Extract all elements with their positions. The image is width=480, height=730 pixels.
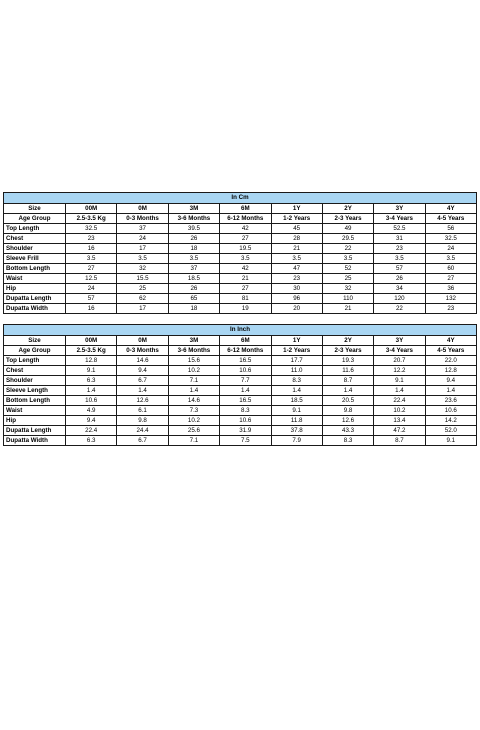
measurement-value: 27 bbox=[220, 234, 271, 244]
measurement-value: 21 bbox=[220, 274, 271, 284]
age-group-cell: 3-4 Years bbox=[374, 214, 425, 224]
measurement-value: 11.0 bbox=[271, 366, 322, 376]
measurement-value: 32 bbox=[322, 284, 373, 294]
measurement-value: 9.1 bbox=[271, 406, 322, 416]
measurement-value: 22 bbox=[322, 244, 373, 254]
age-group-cell: 2.5-3.5 Kg bbox=[66, 214, 117, 224]
measurement-value: 25 bbox=[322, 274, 373, 284]
measurement-value: 29.5 bbox=[322, 234, 373, 244]
measurement-value: 52.0 bbox=[425, 426, 476, 436]
size-label: Size bbox=[4, 204, 66, 214]
measurement-value: 9.4 bbox=[117, 366, 168, 376]
measurement-value: 14.6 bbox=[168, 396, 219, 406]
measurement-value: 23 bbox=[374, 244, 425, 254]
table-row bbox=[4, 386, 477, 396]
measurement-value: 8.3 bbox=[271, 376, 322, 386]
measurement-value: 9.1 bbox=[425, 436, 476, 446]
measurement-value: 37 bbox=[168, 264, 219, 274]
measurement-label: Dupatta Width bbox=[4, 304, 66, 314]
table-row bbox=[4, 244, 477, 254]
measurement-value: 62 bbox=[117, 294, 168, 304]
table-title-row bbox=[4, 325, 477, 336]
measurement-value: 3.5 bbox=[168, 254, 219, 264]
measurement-value: 17 bbox=[117, 304, 168, 314]
measurement-value: 12.8 bbox=[66, 356, 117, 366]
measurement-value: 7.1 bbox=[168, 436, 219, 446]
measurement-label: Chest bbox=[4, 234, 66, 244]
measurement-value: 23 bbox=[425, 304, 476, 314]
table-row bbox=[4, 264, 477, 274]
measurement-label: Top Length bbox=[4, 224, 66, 234]
size-header-cell: 00M bbox=[66, 336, 117, 346]
measurement-value: 26 bbox=[168, 234, 219, 244]
measurement-value: 25 bbox=[117, 284, 168, 294]
measurement-value: 22.4 bbox=[374, 396, 425, 406]
measurement-value: 7.5 bbox=[220, 436, 271, 446]
measurement-value: 6.7 bbox=[117, 376, 168, 386]
measurement-value: 60 bbox=[425, 264, 476, 274]
table-row bbox=[4, 294, 477, 304]
measurement-value: 23 bbox=[66, 234, 117, 244]
measurement-label: Hip bbox=[4, 416, 66, 426]
measurement-label: Waist bbox=[4, 274, 66, 284]
measurement-value: 17 bbox=[117, 244, 168, 254]
measurement-value: 11.8 bbox=[271, 416, 322, 426]
size-chart-inch-table bbox=[3, 324, 477, 446]
age-group-row bbox=[4, 346, 477, 356]
size-header-row bbox=[4, 336, 477, 346]
measurement-value: 18.5 bbox=[271, 396, 322, 406]
measurement-value: 16.5 bbox=[220, 396, 271, 406]
measurement-value: 3.5 bbox=[66, 254, 117, 264]
measurement-value: 81 bbox=[220, 294, 271, 304]
measurement-value: 7.9 bbox=[271, 436, 322, 446]
measurement-value: 8.3 bbox=[322, 436, 373, 446]
age-group-cell: 3-6 Months bbox=[168, 214, 219, 224]
measurement-value: 1.4 bbox=[271, 386, 322, 396]
measurement-value: 6.3 bbox=[66, 436, 117, 446]
measurement-value: 3.5 bbox=[374, 254, 425, 264]
measurement-value: 9.1 bbox=[374, 376, 425, 386]
measurement-value: 6.1 bbox=[117, 406, 168, 416]
table-row bbox=[4, 436, 477, 446]
measurement-value: 18 bbox=[168, 244, 219, 254]
measurement-value: 18.5 bbox=[168, 274, 219, 284]
measurement-value: 10.6 bbox=[220, 366, 271, 376]
measurement-value: 21 bbox=[322, 304, 373, 314]
measurement-label: Bottom Length bbox=[4, 264, 66, 274]
measurement-value: 12.2 bbox=[374, 366, 425, 376]
measurement-value: 24 bbox=[425, 244, 476, 254]
measurement-value: 34 bbox=[374, 284, 425, 294]
measurement-value: 132 bbox=[425, 294, 476, 304]
measurement-value: 26 bbox=[374, 274, 425, 284]
measurement-value: 42 bbox=[220, 264, 271, 274]
table-row bbox=[4, 274, 477, 284]
age-group-cell: 1-2 Years bbox=[271, 346, 322, 356]
table-title: In Inch bbox=[4, 325, 477, 336]
measurement-value: 15.6 bbox=[168, 356, 219, 366]
measurement-value: 1.4 bbox=[374, 386, 425, 396]
measurement-value: 23 bbox=[271, 274, 322, 284]
size-header-cell: 3Y bbox=[374, 336, 425, 346]
measurement-label: Waist bbox=[4, 406, 66, 416]
age-group-cell: 3-4 Years bbox=[374, 346, 425, 356]
size-header-cell: 6M bbox=[220, 204, 271, 214]
measurement-value: 37 bbox=[117, 224, 168, 234]
measurement-value: 3.5 bbox=[322, 254, 373, 264]
age-group-cell: 4-5 Years bbox=[425, 214, 476, 224]
measurement-label: Sleeve Frill bbox=[4, 254, 66, 264]
table-row bbox=[4, 254, 477, 264]
measurement-value: 1.4 bbox=[168, 386, 219, 396]
measurement-label: Dupatta Length bbox=[4, 294, 66, 304]
measurement-value: 11.6 bbox=[322, 366, 373, 376]
measurement-value: 13.4 bbox=[374, 416, 425, 426]
measurement-value: 10.6 bbox=[425, 406, 476, 416]
measurement-value: 47 bbox=[271, 264, 322, 274]
measurement-value: 10.6 bbox=[220, 416, 271, 426]
measurement-value: 16.5 bbox=[220, 356, 271, 366]
measurement-value: 15.5 bbox=[117, 274, 168, 284]
table-row bbox=[4, 416, 477, 426]
measurement-label: Shoulder bbox=[4, 244, 66, 254]
measurement-value: 7.1 bbox=[168, 376, 219, 386]
measurement-value: 49 bbox=[322, 224, 373, 234]
measurement-value: 1.4 bbox=[117, 386, 168, 396]
size-header-cell: 00M bbox=[66, 204, 117, 214]
measurement-value: 12.8 bbox=[425, 366, 476, 376]
measurement-label: Sleeve Length bbox=[4, 386, 66, 396]
measurement-value: 3.5 bbox=[117, 254, 168, 264]
measurement-value: 23.6 bbox=[425, 396, 476, 406]
measurement-value: 14.2 bbox=[425, 416, 476, 426]
measurement-value: 31.9 bbox=[220, 426, 271, 436]
measurement-value: 96 bbox=[271, 294, 322, 304]
measurement-value: 110 bbox=[322, 294, 373, 304]
size-header-cell: 3M bbox=[168, 336, 219, 346]
age-group-row bbox=[4, 214, 477, 224]
measurement-value: 22.4 bbox=[66, 426, 117, 436]
age-group-cell: 0-3 Months bbox=[117, 346, 168, 356]
measurement-value: 32.5 bbox=[425, 234, 476, 244]
measurement-value: 28 bbox=[271, 234, 322, 244]
measurement-value: 20.7 bbox=[374, 356, 425, 366]
measurement-value: 120 bbox=[374, 294, 425, 304]
measurement-value: 24 bbox=[117, 234, 168, 244]
measurement-value: 22 bbox=[374, 304, 425, 314]
table-row bbox=[4, 356, 477, 366]
measurement-value: 10.2 bbox=[374, 406, 425, 416]
measurement-value: 18 bbox=[168, 304, 219, 314]
age-group-label: Age Group bbox=[4, 214, 66, 224]
measurement-value: 57 bbox=[374, 264, 425, 274]
measurement-value: 4.9 bbox=[66, 406, 117, 416]
size-header-cell: 6M bbox=[220, 336, 271, 346]
measurement-value: 16 bbox=[66, 304, 117, 314]
measurement-value: 52.5 bbox=[374, 224, 425, 234]
measurement-value: 27 bbox=[66, 264, 117, 274]
measurement-value: 27 bbox=[425, 274, 476, 284]
age-group-cell: 2.5-3.5 Kg bbox=[66, 346, 117, 356]
age-group-cell: 2-3 Years bbox=[322, 346, 373, 356]
size-header-cell: 3M bbox=[168, 204, 219, 214]
size-header-cell: 1Y bbox=[271, 336, 322, 346]
measurement-value: 12.6 bbox=[117, 396, 168, 406]
measurement-label: Top Length bbox=[4, 356, 66, 366]
size-header-cell: 4Y bbox=[425, 336, 476, 346]
measurement-value: 32 bbox=[117, 264, 168, 274]
age-group-cell: 0-3 Months bbox=[117, 214, 168, 224]
measurement-value: 36 bbox=[425, 284, 476, 294]
measurement-value: 45 bbox=[271, 224, 322, 234]
measurement-label: Shoulder bbox=[4, 376, 66, 386]
size-header-cell: 0M bbox=[117, 204, 168, 214]
measurement-value: 20.5 bbox=[322, 396, 373, 406]
table-row bbox=[4, 426, 477, 436]
age-group-label: Age Group bbox=[4, 346, 66, 356]
measurement-value: 10.6 bbox=[66, 396, 117, 406]
table-row bbox=[4, 396, 477, 406]
measurement-value: 32.5 bbox=[66, 224, 117, 234]
table-row bbox=[4, 304, 477, 314]
table-title: In Cm bbox=[4, 193, 477, 204]
measurement-label: Chest bbox=[4, 366, 66, 376]
measurement-value: 19.3 bbox=[322, 356, 373, 366]
measurement-value: 9.1 bbox=[66, 366, 117, 376]
measurement-value: 43.3 bbox=[322, 426, 373, 436]
table-row bbox=[4, 224, 477, 234]
size-header-cell: 3Y bbox=[374, 204, 425, 214]
measurement-value: 30 bbox=[271, 284, 322, 294]
measurement-value: 24.4 bbox=[117, 426, 168, 436]
measurement-value: 3.5 bbox=[220, 254, 271, 264]
measurement-value: 10.2 bbox=[168, 366, 219, 376]
size-header-cell: 4Y bbox=[425, 204, 476, 214]
measurement-value: 20 bbox=[271, 304, 322, 314]
measurement-label: Hip bbox=[4, 284, 66, 294]
measurement-value: 52 bbox=[322, 264, 373, 274]
size-header-row bbox=[4, 204, 477, 214]
measurement-value: 9.4 bbox=[66, 416, 117, 426]
measurement-value: 1.4 bbox=[425, 386, 476, 396]
measurement-label: Dupatta Width bbox=[4, 436, 66, 446]
measurement-value: 42 bbox=[220, 224, 271, 234]
age-group-cell: 4-5 Years bbox=[425, 346, 476, 356]
measurement-value: 56 bbox=[425, 224, 476, 234]
table-row bbox=[4, 284, 477, 294]
measurement-value: 12.6 bbox=[322, 416, 373, 426]
measurement-value: 24 bbox=[66, 284, 117, 294]
measurement-value: 37.8 bbox=[271, 426, 322, 436]
table-row bbox=[4, 366, 477, 376]
measurement-value: 9.4 bbox=[425, 376, 476, 386]
measurement-value: 1.4 bbox=[66, 386, 117, 396]
size-header-cell: 0M bbox=[117, 336, 168, 346]
measurement-label: Bottom Length bbox=[4, 396, 66, 406]
measurement-value: 57 bbox=[66, 294, 117, 304]
measurement-label: Dupatta Length bbox=[4, 426, 66, 436]
size-label: Size bbox=[4, 336, 66, 346]
measurement-value: 1.4 bbox=[322, 386, 373, 396]
measurement-value: 26 bbox=[168, 284, 219, 294]
measurement-value: 14.6 bbox=[117, 356, 168, 366]
measurement-value: 7.7 bbox=[220, 376, 271, 386]
measurement-value: 1.4 bbox=[220, 386, 271, 396]
measurement-value: 31 bbox=[374, 234, 425, 244]
measurement-value: 19 bbox=[220, 304, 271, 314]
measurement-value: 19.5 bbox=[220, 244, 271, 254]
age-group-cell: 2-3 Years bbox=[322, 214, 373, 224]
measurement-value: 47.2 bbox=[374, 426, 425, 436]
measurement-value: 6.3 bbox=[66, 376, 117, 386]
measurement-value: 3.5 bbox=[271, 254, 322, 264]
measurement-value: 8.7 bbox=[322, 376, 373, 386]
measurement-value: 8.7 bbox=[374, 436, 425, 446]
measurement-value: 65 bbox=[168, 294, 219, 304]
size-header-cell: 2Y bbox=[322, 204, 373, 214]
age-group-cell: 1-2 Years bbox=[271, 214, 322, 224]
measurement-value: 12.5 bbox=[66, 274, 117, 284]
measurement-value: 6.7 bbox=[117, 436, 168, 446]
measurement-value: 21 bbox=[271, 244, 322, 254]
age-group-cell: 6-12 Months bbox=[220, 214, 271, 224]
table-row bbox=[4, 406, 477, 416]
table-row bbox=[4, 234, 477, 244]
measurement-value: 3.5 bbox=[425, 254, 476, 264]
table-title-row bbox=[4, 193, 477, 204]
measurement-value: 25.6 bbox=[168, 426, 219, 436]
table-row bbox=[4, 376, 477, 386]
measurement-value: 39.5 bbox=[168, 224, 219, 234]
measurement-value: 10.2 bbox=[168, 416, 219, 426]
measurement-value: 9.8 bbox=[117, 416, 168, 426]
age-group-cell: 3-6 Months bbox=[168, 346, 219, 356]
measurement-value: 9.8 bbox=[322, 406, 373, 416]
measurement-value: 8.3 bbox=[220, 406, 271, 416]
measurement-value: 27 bbox=[220, 284, 271, 294]
age-group-cell: 6-12 Months bbox=[220, 346, 271, 356]
measurement-value: 17.7 bbox=[271, 356, 322, 366]
measurement-value: 22.0 bbox=[425, 356, 476, 366]
measurement-value: 16 bbox=[66, 244, 117, 254]
size-chart-cm-table bbox=[3, 192, 477, 314]
size-header-cell: 1Y bbox=[271, 204, 322, 214]
measurement-value: 7.3 bbox=[168, 406, 219, 416]
size-header-cell: 2Y bbox=[322, 336, 373, 346]
